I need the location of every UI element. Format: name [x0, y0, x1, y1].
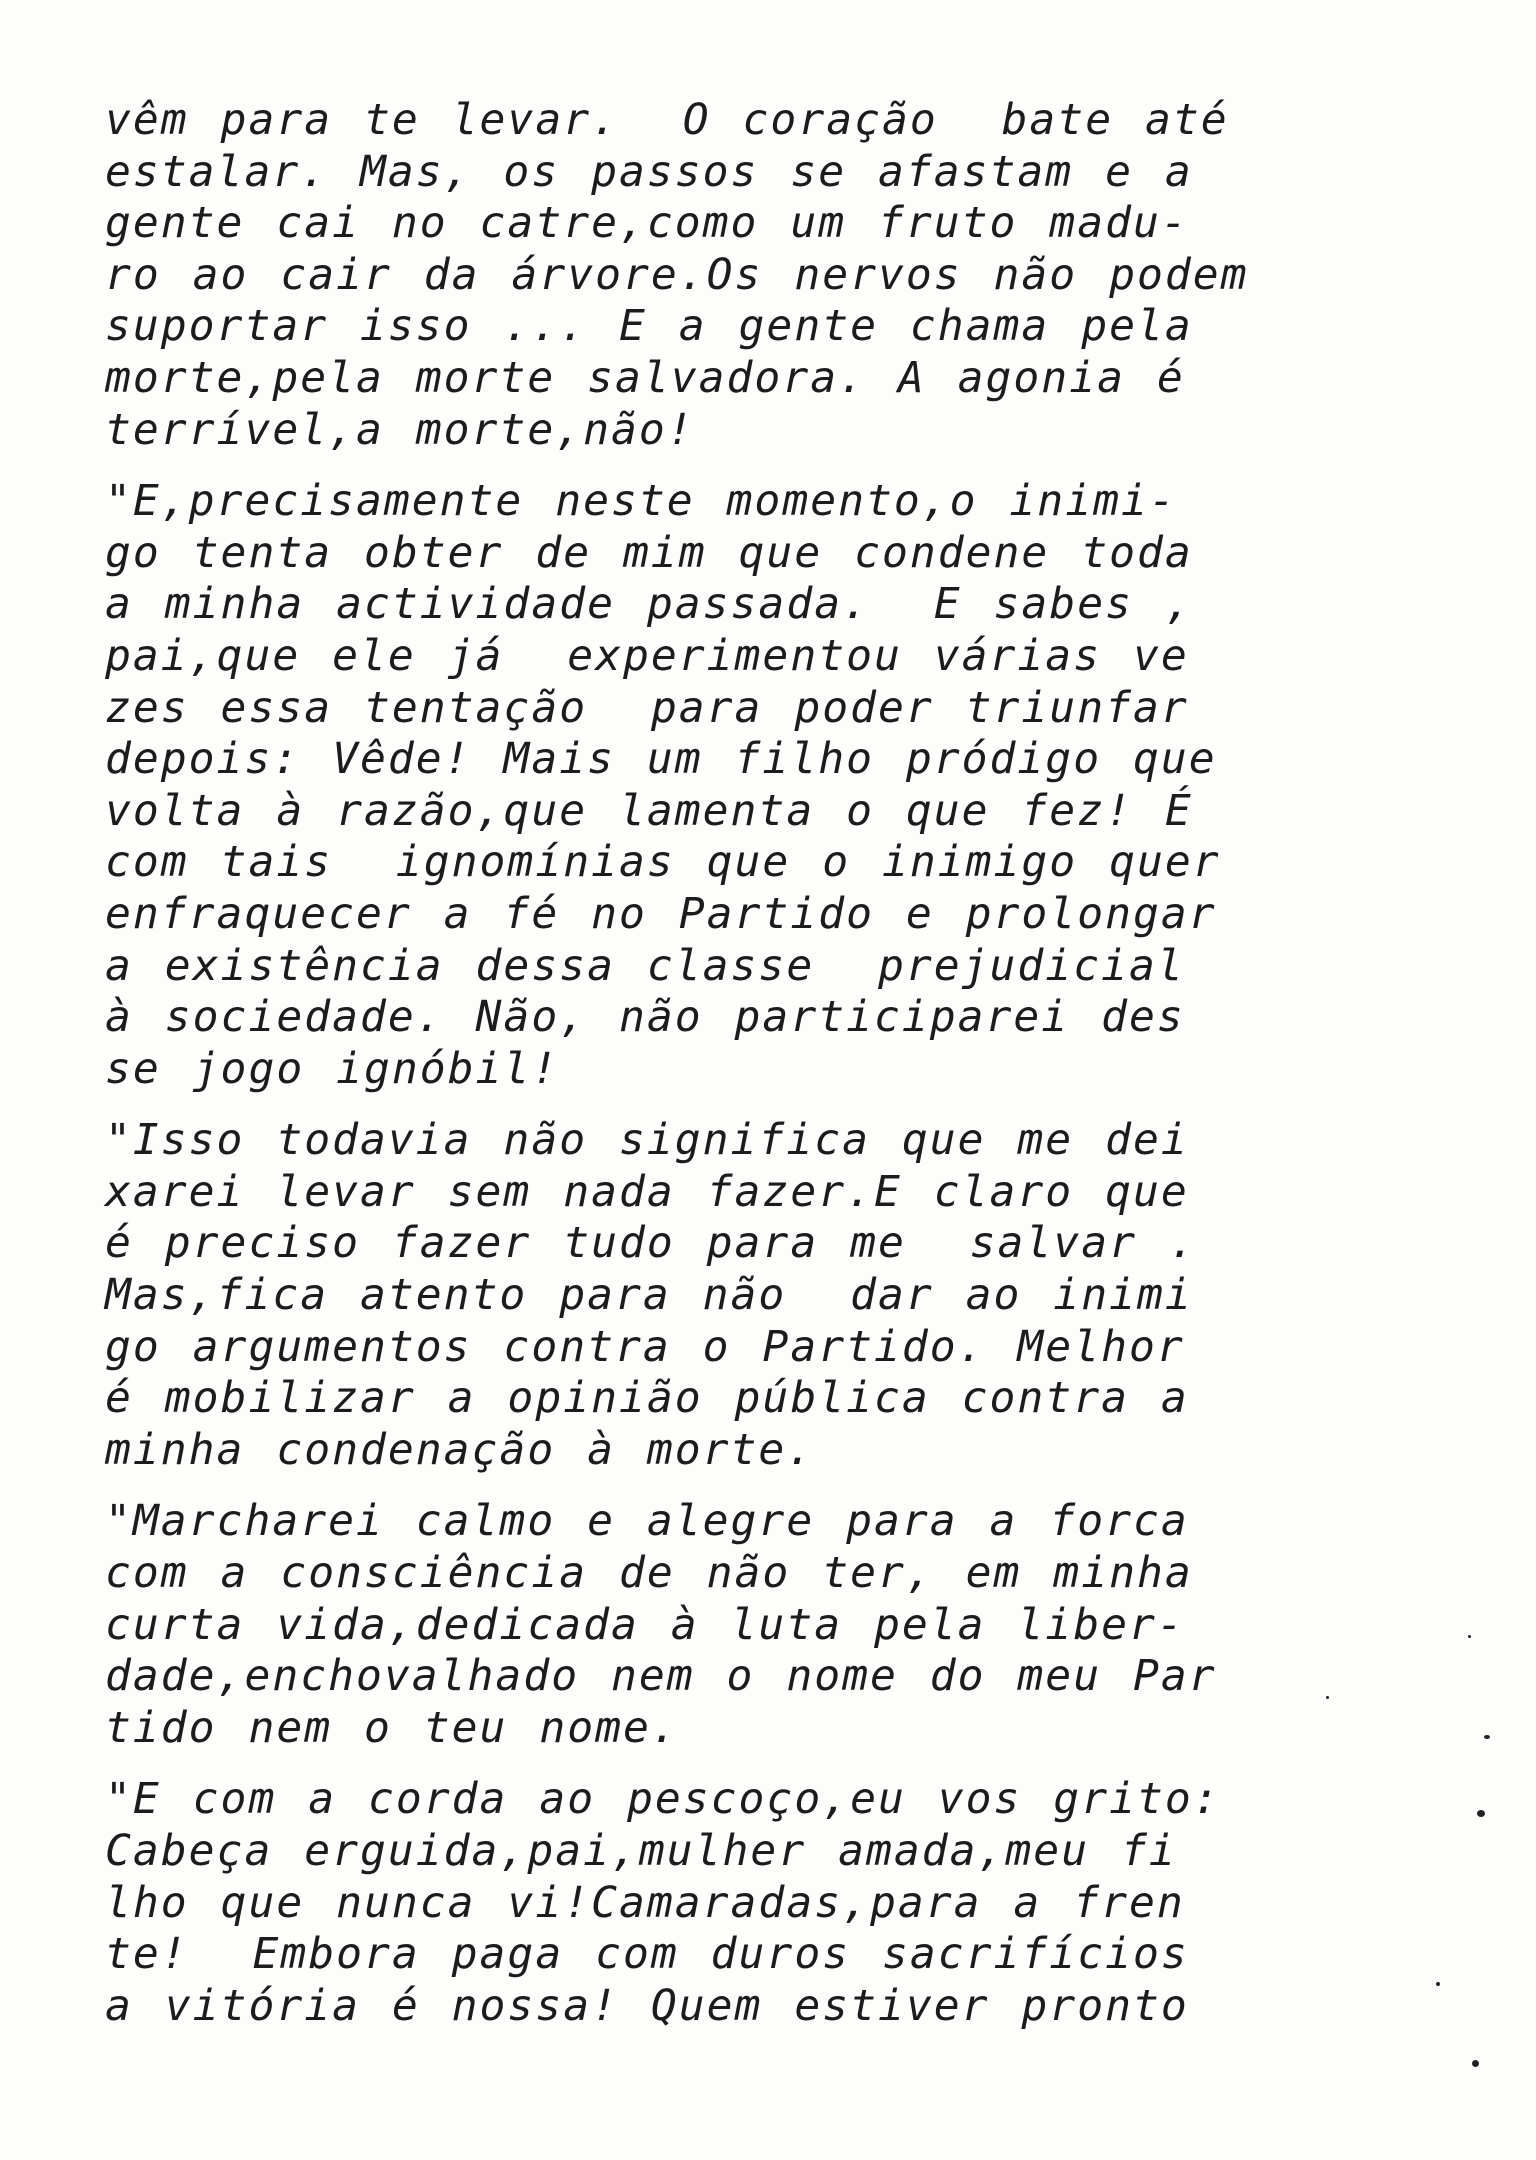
text-line: depois: Vêde! Mais um filho pródigo que [105, 734, 1217, 785]
scan-speck [1477, 1810, 1485, 1817]
text-line: pai,que ele já experimentou várias ve [105, 630, 1189, 681]
text-line: com tais ignomínias que o inimigo quer [105, 837, 1221, 888]
scan-speck [1468, 1635, 1471, 1638]
letter-text [105, 95, 1345, 2052]
text-line: te! Embora paga com duros sacrifícios [105, 1929, 1189, 1980]
text-line: go tenta obter de mim que condene toda [105, 527, 1193, 578]
text-line: estalar. Mas, os passos se afastam e a [105, 146, 1193, 197]
text-line: "Marcharei calmo e alegre para a forca [105, 1496, 1189, 1547]
text-line: "Isso todavia não significa que me dei [105, 1115, 1189, 1166]
text-line: lho que nunca vi!Camaradas,para a fren [105, 1877, 1185, 1928]
text-line: morte,pela morte salvadora. A agonia é [105, 352, 1185, 403]
text-line: go argumentos contra o Partido. Melhor [105, 1321, 1185, 1372]
text-line: a vitória é nossa! Quem estiver pronto [105, 1980, 1189, 2031]
text-line: Cabeça erguida,pai,mulher amada,meu fi [105, 1826, 1177, 1876]
text-line: a minha actividade passada. E sabes , [105, 579, 1193, 630]
paragraph-4 [105, 1496, 1345, 1754]
text-line: é mobilizar a opinião pública contra a [105, 1373, 1189, 1424]
text-line: xarei levar sem nada fazer.E claro que [105, 1166, 1189, 1217]
text-line: é preciso fazer tudo para me salvar . [105, 1218, 1197, 1269]
text-line: dade,enchovalhado nem o nome do meu Par [105, 1651, 1217, 1702]
text-line: "E,precisamente neste momento,o inimi- [105, 476, 1177, 527]
text-line: enfraquecer a fé no Partido e prolongar [105, 888, 1217, 939]
paragraph-3 [105, 1115, 1345, 1476]
text-line: Mas,fica atento para não dar ao inimi [105, 1270, 1193, 1321]
text-line: curta vida,dedicada à luta pela liber- [105, 1599, 1185, 1650]
paragraph-2 [105, 476, 1345, 1095]
text-line: terrível,a morte,não! [105, 404, 695, 455]
paragraph-5 [105, 1774, 1345, 2032]
scan-speck [1326, 1696, 1329, 1699]
text-line: com a consciência de não ter, em minha [105, 1548, 1193, 1599]
text-line: "E com a corda ao pescoço,eu vos grito: [105, 1774, 1221, 1825]
scan-speck [1436, 1982, 1440, 1986]
text-line: minha condenação à morte. [105, 1424, 815, 1475]
text-line: à sociedade. Não, não participarei des [105, 992, 1185, 1043]
text-line: vêm para te levar. O coração bate até [105, 95, 1229, 145]
text-line: volta à razão,que lamenta o que fez! É [105, 785, 1193, 836]
text-line: se jogo ignóbil! [105, 1043, 560, 1094]
text-line: zes essa tentação para poder triunfar [105, 682, 1189, 733]
scan-speck [1472, 2060, 1479, 2067]
text-line: tido nem o teu nome. [105, 1702, 679, 1753]
text-line: suportar isso ... E a gente chama pela [105, 301, 1193, 352]
scan-speck [1484, 1735, 1490, 1739]
text-line: gente cai no catre,como um fruto madu- [105, 198, 1189, 249]
text-line: a existência dessa classe prejudicial [105, 940, 1185, 991]
text-line: ro ao cair da árvore.Os nervos não podem [105, 249, 1249, 300]
paragraph-1 [105, 95, 1345, 456]
